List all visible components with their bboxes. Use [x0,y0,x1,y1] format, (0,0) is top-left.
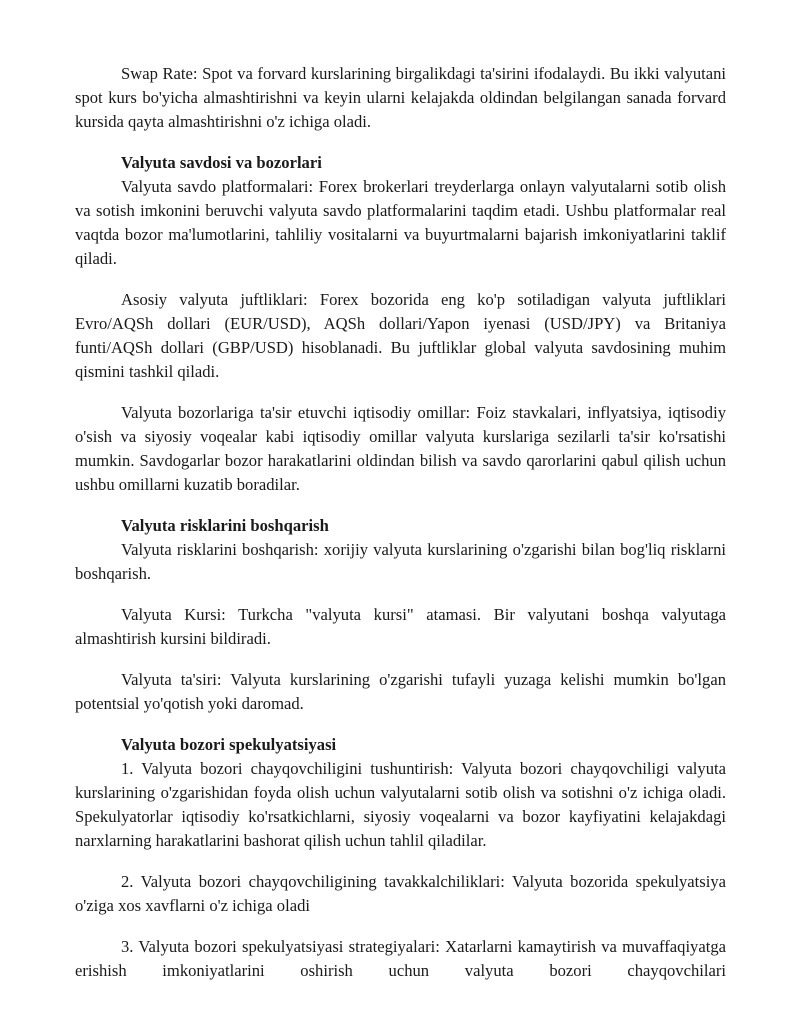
paragraph-swap-rate: Swap Rate: Spot va forvard kurslarining birgalikdagi ta'sirini ifodalaydi. Bu ikki valyutani spot kurs bo'yicha almashtirishni va keyin ularni kelajakda oldindan belgilangan sanada forvard kursida qayta almashtirishni o'z ichiga oladi. [75,64,726,131]
paragraph-risk-management: Valyuta risklarini boshqarish: xorijiy valyuta kurslarining o'zgarishi bilan bog'liq risklarni boshqarish. [75,540,726,583]
paragraph-economic-factors: Valyuta bozorlariga ta'sir etuvchi iqtisodiy omillar: Foiz stavkalari, inflyatsiya, iqtisodiy o'sish va siyosiy voqealar kabi iqtisodiy omillar valyuta kurslariga sezilarli ta'sir ko'rsatishi mumkin. Savdogarlar bozor harakatlarini oldindan bilish va savdo qarorlarini qabul qilish uchun ushbu omillarni kuzatib boradilar. [75,403,726,494]
paragraph-speculation-3: 3. Valyuta bozori spekulyatsiyasi strategiyalari: Xatarlarni kamaytirish va muvaffaqiyatga erishish imkoniyatlarini oshirish uchun valyuta bozori chayqovchilari [75,937,726,980]
paragraph-speculation-1: 1. Valyuta bozori chayqovchiligini tushuntirish: Valyuta bozori chayqovchiligi valyuta kurslarining o'zgarishidan foyda olish uchun valyutalarni sotib olish va sotishni o'z ichiga oladi. Spekulyatorlar iqtisodiy ko'rsatkichlarni, siyosiy voqealarni va bozor kayfiyatini kelajakdagi narxlarning harakatlarini bashorat qilish uchun tahlil qiladilar. [75,759,726,850]
heading-speculation: Valyuta bozori spekulyatsiyasi [121,735,337,754]
document-page [75,62,726,983]
paragraph-major-pairs: Asosiy valyuta juftliklari: Forex bozorida eng ko'p sotiladigan valyuta juftliklari Evro/AQSh dollari (EUR/USD), AQSh dollari/Yapon iyenasi (USD/JPY) va Britaniya funti/AQSh dollari (GBP/USD) hisoblanadi. Bu juftliklar global valyuta savdosining muhim qismini tashkil qiladi. [75,290,726,381]
paragraph-currency-exposure: Valyuta ta'siri: Valyuta kurslarining o'zgarishi tufayli yuzaga kelishi mumkin bo'lgan potentsial yo'qotish yoki daromad. [75,670,726,713]
heading-trading-markets: Valyuta savdosi va bozorlari [121,153,322,172]
paragraph-speculation-2: 2. Valyuta bozori chayqovchiligining tavakkalchiliklari: Valyuta bozorida spekulyatsiya o'ziga xos xavflarni o'z ichiga oladi [75,872,726,915]
paragraph-trading-platforms: Valyuta savdo platformalari: Forex brokerlari treyderlarga onlayn valyutalarni sotib olish va sotish imkonini beruvchi valyuta savdo platformalarini taqdim etadi. Ushbu platformalar real vaqtda bozor ma'lumotlarini, tahliliy vositalarni va buyurtmalarni bajarish imkoniyatlarini taklif qiladi. [75,177,726,268]
heading-risk-management: Valyuta risklarini boshqarish [121,516,329,535]
paragraph-currency-rate: Valyuta Kursi: Turkcha "valyuta kursi" atamasi. Bir valyutani boshqa valyutaga almashtirish kursini bildiradi. [75,605,726,648]
